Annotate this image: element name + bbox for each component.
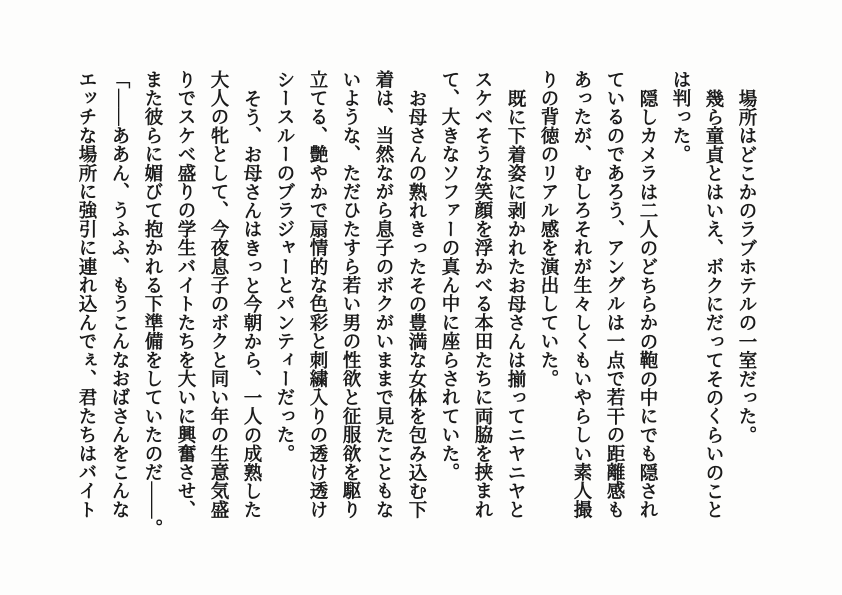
text-column-17: 大人の牝として、今夜息子のボクと同い年の生意気盛 xyxy=(208,70,228,519)
text-column-21: エッチな場所に強引に連れ込んでぇ、君たちはバイト xyxy=(76,70,96,519)
text-column-9: スケベそうな笑顔を浮かべる本田たちに両脇を挟まれ xyxy=(472,70,492,519)
text-column-20: 「――ああん、うふふ、もうこんなおばさんをこんな xyxy=(109,70,129,519)
text-column-12: 着は、当然ながら息子のボクがいままで見たこともな xyxy=(373,70,393,519)
text-column-7: りの背徳のリアル感を演出していた。 xyxy=(538,70,558,388)
text-column-16: そう、お母さんはきっと今朝から、一人の成熟した xyxy=(241,88,261,519)
text-column-1: 場所はどこかのラブホテルの一室だった。 xyxy=(736,88,756,444)
text-column-11: お母さんの熟れきったその豊満な女体を包み込む下 xyxy=(406,88,426,519)
text-column-6: あったが、むしろそれが生々しくもいやらしい素人撮 xyxy=(571,70,591,519)
text-column-5: ているのであろう、アングルは一点で若干の距離感も xyxy=(604,70,624,519)
text-column-14: 立てる、艶やかで扇情的な色彩と刺繍入りの透け透け xyxy=(307,70,327,519)
text-column-18: りでスケベ盛りの学生バイトたちを大いに興奮させ、 xyxy=(175,70,195,519)
text-column-19: また彼らに媚びて抱かれる下準備をしていたのだ――。 xyxy=(142,70,162,538)
text-column-10: て、大きなソファーの真ん中に座らされていた。 xyxy=(439,70,459,482)
vertical-text-block xyxy=(69,70,762,538)
text-column-13: いような、ただひたすら若い男の性欲と征服欲を駆り xyxy=(340,70,360,519)
text-column-2: 幾ら童貞とはいえ、ボクにだってそのくらいのこと xyxy=(703,88,723,519)
text-column-4: 隠しカメラは二人のどちらかの鞄の中にでも隠され xyxy=(637,88,657,519)
text-column-8: 既に下着姿に剥かれたお母さんは揃ってニヤニヤと xyxy=(505,88,525,519)
text-column-3: は判った。 xyxy=(670,70,690,164)
text-column-15: シースルーのブラジャーとパンティーだった。 xyxy=(274,70,294,463)
